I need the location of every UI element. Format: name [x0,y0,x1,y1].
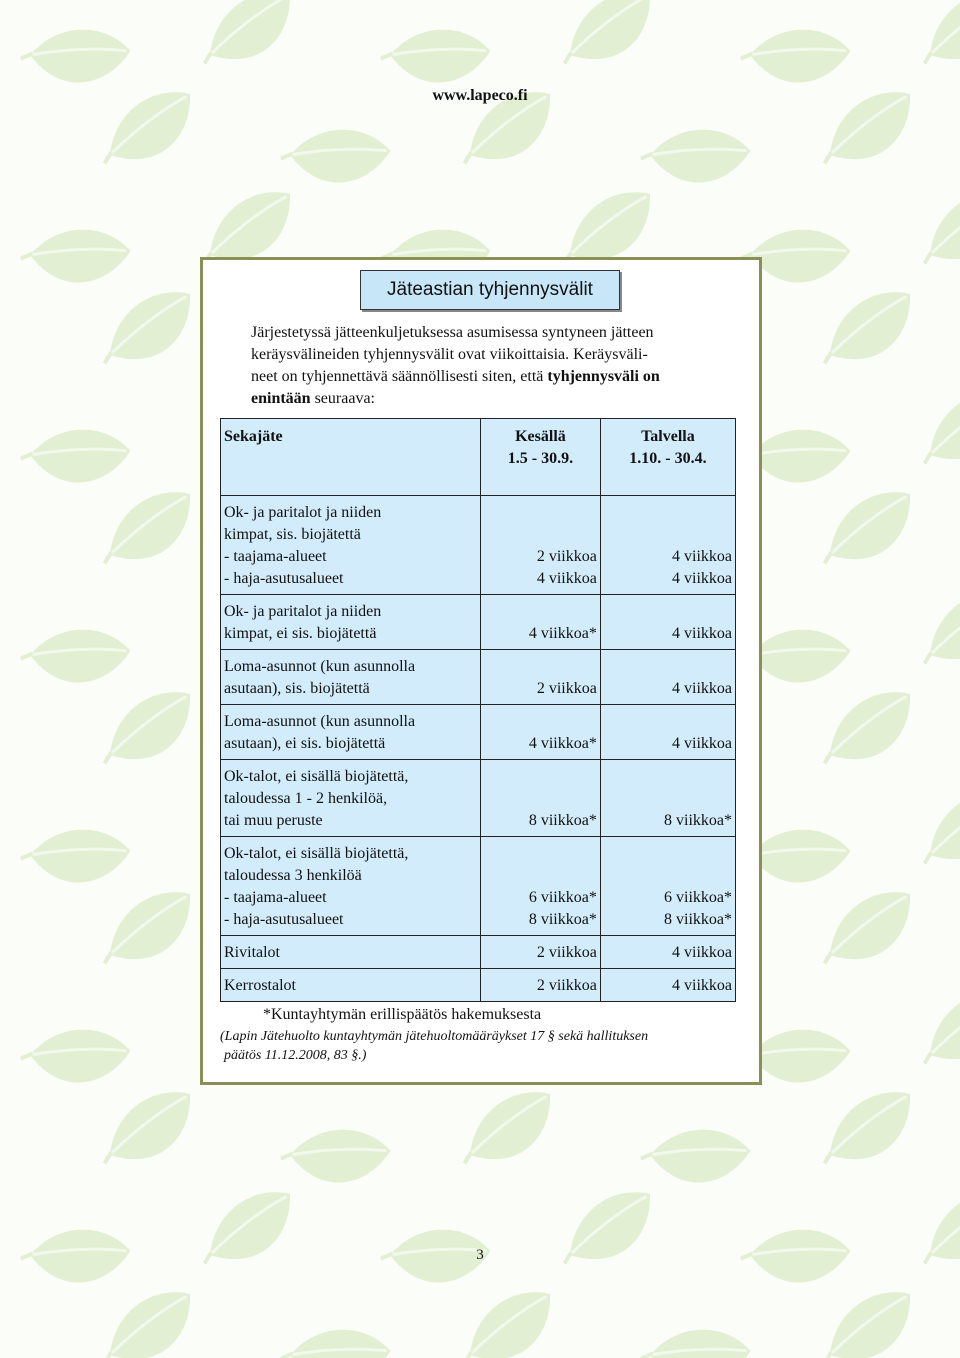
row-category [221,969,481,1002]
row-summer-value-line: 2 viikkoa [536,548,597,565]
leaf-icon [809,1084,926,1172]
interval-table [220,418,736,1002]
leaf-icon [378,14,493,95]
row-summer-value-line: 8 viikkoa* [528,911,597,928]
row-category [221,837,481,936]
row-winter-value-line: 8 viikkoa* [664,911,732,928]
row-category-line: - haja-asutusalueet [224,911,344,928]
row-summer-value [481,650,601,705]
leaf-icon [809,884,926,972]
row-category-line: Loma-asunnot (kun asunnolla [224,713,416,730]
citation [220,1027,740,1065]
row-winter-value [600,760,735,837]
row-summer-value-line: 6 viikkoa* [528,889,597,906]
table-row [221,969,736,1002]
row-category-line: Ok- ja paritalot ja niiden [224,504,382,521]
row-winter-value-line: 6 viikkoa* [664,889,732,906]
row-summer-value-line: 4 viikkoa [536,570,597,587]
leaf-icon [278,1314,393,1358]
header-category: Sekajäte [221,419,481,496]
row-summer-value-line [484,601,597,623]
row-winter-value-line: 4 viikkoa [672,548,732,565]
row-winter-value [600,496,735,595]
row-winter-value [600,595,735,650]
page-number: 3 [476,1247,484,1263]
summer-label: Kesällä [515,428,566,445]
leaf-icon [909,184,960,272]
summer-range: 1.5 - 30.9. [507,450,574,467]
leaf-icon [909,984,960,1072]
leaf-icon [89,1084,206,1172]
leaf-icon [189,0,306,73]
leaf-icon [18,214,133,295]
row-winter-value-line [604,656,732,678]
row-winter-value-line [604,601,732,623]
row-category [221,760,481,837]
intro-line [251,388,751,410]
row-category-line: Ok- ja paritalot ja niiden [224,603,382,620]
leaf-icon [909,584,960,672]
table-row [221,760,736,837]
intro-paragraph [251,322,751,410]
leaf-icon [909,784,960,872]
citation-line: päätös 11.12.2008, 83 §.) [224,1048,367,1063]
row-category-line: asutaan), ei sis. biojätettä [224,735,386,752]
leaf-icon [89,1284,206,1358]
row-summer-value-line [484,788,597,810]
header-summer [481,419,601,496]
table-row [221,496,736,595]
row-category [221,595,481,650]
leaf-icon [809,484,926,572]
row-winter-value-line [604,788,732,810]
row-category-line: taloudessa 3 henkilöä [224,867,362,884]
leaf-icon [89,484,206,572]
citation-line: (Lapin Jätehuolto kuntayhtymän jätehuoltomääräykset 17 § sekä hallituksen [220,1029,649,1044]
table-header-row [221,419,736,496]
row-category [221,936,481,969]
row-category-line: Ok-talot, ei sisällä biojätettä, [224,768,409,785]
row-category-line: - haja-asutusalueet [224,570,344,587]
footnote: *Kuntayhtymän erillispäätös hakemuksesta [263,1006,542,1023]
intro-text: neet on tyhjennettävä säännöllisesti siten, että [251,368,548,385]
row-summer-value-line [484,711,597,733]
row-summer-value-line [484,502,597,524]
table-row [221,837,736,936]
row-category-line: asutaan), sis. biojätettä [224,680,370,697]
row-summer-value-line [484,524,597,546]
leaf-icon [278,1114,393,1195]
row-summer-value-line: 2 viikkoa [536,680,597,697]
intro-line: keräysvälineiden tyhjennysvälit ovat viikoittaisia. Keräysväli- [251,346,648,363]
row-category-line: kimpat, sis. biojätettä [224,526,361,543]
table-body [221,496,736,1002]
row-winter-value [600,969,735,1002]
table-row [221,705,736,760]
row-winter-value-line: 4 viikkoa [672,625,732,642]
row-category-line: - taajama-alueet [224,548,327,565]
leaf-icon [909,384,960,472]
content-frame [200,257,762,1085]
row-category-line: taloudessa 1 - 2 henkilöä, [224,790,388,807]
leaf-icon [18,1014,133,1095]
row-summer-value-line: 4 viikkoa* [528,625,597,642]
leaf-icon [449,1284,566,1358]
leaf-icon [18,614,133,695]
site-url: www.lapeco.fi [432,87,528,104]
title-box [360,270,620,310]
table-row [221,936,736,969]
table-row [221,650,736,705]
table-row [221,595,736,650]
leaf-icon [18,414,133,495]
row-winter-value-line: 4 viikkoa [672,680,732,697]
header-winter [600,419,735,496]
leaf-icon [809,284,926,372]
leaf-icon [449,1084,566,1172]
row-summer-value [481,595,601,650]
row-category-line: kimpat, ei sis. biojätettä [224,625,377,642]
row-category [221,705,481,760]
row-summer-value-line: 2 viikkoa [536,977,597,994]
row-category-line: Rivitalot [224,944,280,961]
leaf-icon [638,114,753,195]
row-winter-value [600,837,735,936]
intro-emphasis: enintään [251,390,311,407]
row-winter-value [600,936,735,969]
row-category-line: - taajama-alueet [224,889,327,906]
leaf-icon [809,1284,926,1358]
leaf-icon [18,14,133,95]
row-winter-value-line [604,524,732,546]
leaf-icon [549,0,666,73]
leaf-icon [89,284,206,372]
row-winter-value-line [604,843,732,865]
row-winter-value-line: 4 viikkoa [672,944,732,961]
row-category-line: tai muu peruste [224,812,323,829]
row-winter-value [600,650,735,705]
leaf-icon [638,1314,753,1358]
row-category-line: Loma-asunnot (kun asunnolla [224,658,416,675]
page-title: Jäteastian tyhjennysvälit [387,279,593,300]
row-summer-value-line [484,865,597,887]
intro-text: seuraava: [310,390,375,407]
row-winter-value-line [604,865,732,887]
row-winter-value-line [604,711,732,733]
row-summer-value [481,496,601,595]
row-winter-value-line: 4 viikkoa [672,570,732,587]
row-summer-value-line: 2 viikkoa [536,944,597,961]
row-summer-value [481,760,601,837]
row-winter-value-line: 8 viikkoa* [664,812,732,829]
row-winter-value-line: 4 viikkoa [672,735,732,752]
row-category [221,650,481,705]
row-summer-value [481,936,601,969]
row-summer-value [481,837,601,936]
leaf-icon [909,0,960,73]
row-winter-value-line: 4 viikkoa [672,977,732,994]
row-winter-value-line [604,766,732,788]
row-summer-value-line [484,843,597,865]
row-winter-value [600,705,735,760]
leaf-icon [809,684,926,772]
intro-emphasis: tyhjennysväli on [547,368,660,385]
row-category [221,496,481,595]
leaf-icon [89,884,206,972]
intro-line [251,366,751,388]
row-category-line: Ok-talot, ei sisällä biojätettä, [224,845,409,862]
leaf-icon [89,684,206,772]
row-winter-value-line [604,502,732,524]
row-summer-value-line: 8 viikkoa* [528,812,597,829]
winter-label: Talvella [641,428,695,445]
leaf-icon [638,1114,753,1195]
leaf-icon [738,14,853,95]
row-summer-value-line [484,766,597,788]
leaf-icon [278,114,393,195]
intro-line: Järjestetyssä jätteenkuljetuksessa asumisessa syntyneen jätteen [251,324,654,341]
winter-range: 1.10. - 30.4. [629,450,707,467]
row-summer-value-line: 4 viikkoa* [528,735,597,752]
row-summer-value-line [484,656,597,678]
row-category-line: Kerrostalot [224,977,296,994]
row-summer-value [481,969,601,1002]
row-summer-value [481,705,601,760]
leaf-icon [18,814,133,895]
